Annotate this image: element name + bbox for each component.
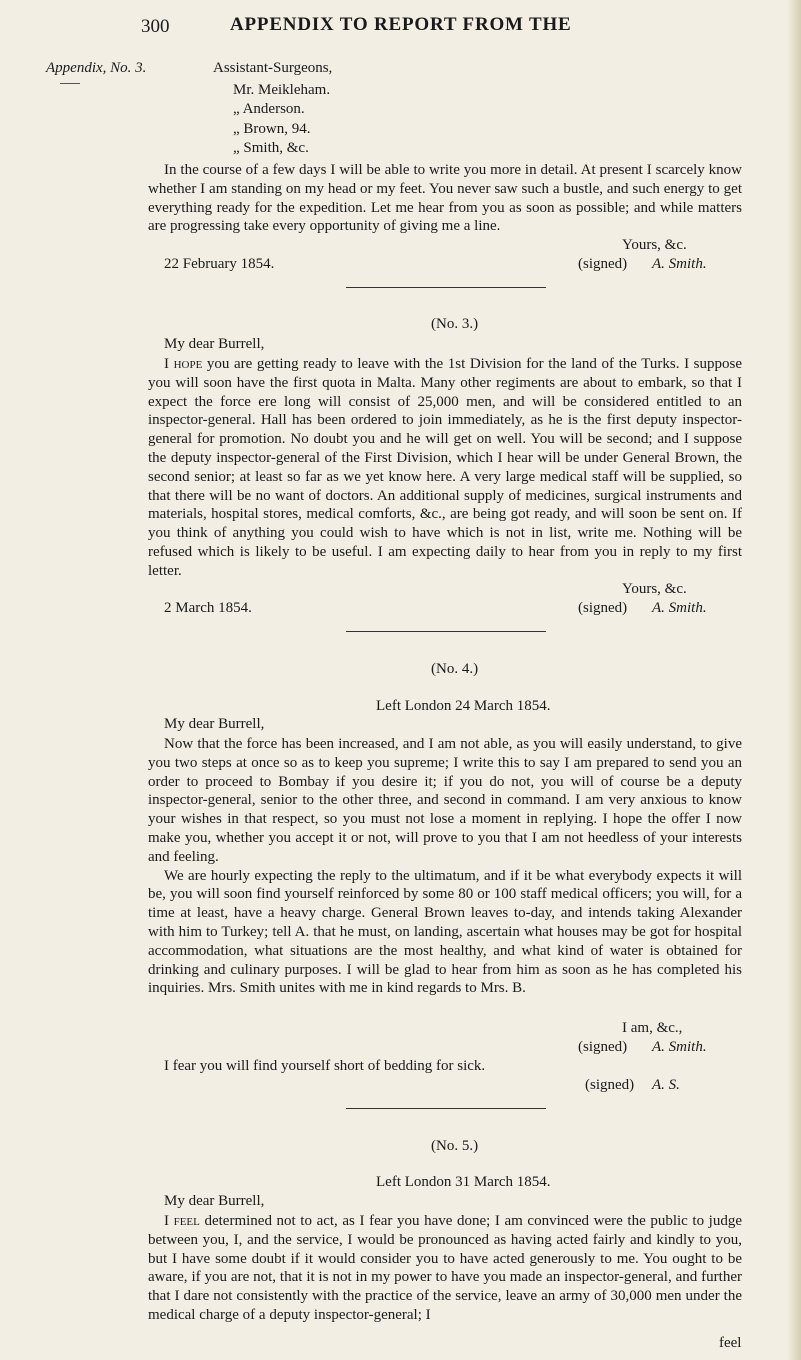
running-head: APPENDIX TO REPORT FROM THE <box>230 14 572 35</box>
letter3-signature: A. Smith. <box>652 600 707 616</box>
letter4-postscript: I fear you will find yourself short of bedding for sick. <box>164 1058 486 1074</box>
staff-line: „ Anderson. <box>233 101 305 117</box>
letter3-opening: I hope <box>164 356 203 372</box>
section-rule <box>346 631 546 632</box>
letter2-paragraph: In the course of a few days I will be able to write you more in detail. At present I scarcely know whether I am standing on my head or my feet. You never saw such a bustle, and such energy to get everything ready for the expedition. Let me hear from you as soon as possible; and while matters are progressing take every opportunity of giving me a line. <box>148 162 742 235</box>
section-rule <box>346 287 546 288</box>
letter4-body <box>148 735 742 998</box>
letter4-signed: (signed) <box>578 1039 628 1055</box>
letter4-signature: A. Smith. <box>652 1039 707 1055</box>
letter3-salutation: My dear Burrell, <box>164 336 265 352</box>
letter4-dateline: Left London 24 March 1854. <box>376 698 551 714</box>
letter3-paragraph: you are getting ready to leave with the 1st Division for the land of the Turks. I suppose you will soon have the first quota in Malta. Many other regiments are about to embark, so that I expect the force ere long will consist of 25,000 men, and will be considered entitled to an inspector-general. Hall has been ordered to join immediately, as he is the first deputy inspector-general for promotion. No doubt you and he will get on well. You will be second; and I suppose the deputy inspector-general of the First Division, which I hear will be under General Brown, the second senior; at least so far as we yet know here. A very large medical staff will be supplied, so that there will be no want of doctors. An additional supply of medicines, surgical instruments and materials, hospital stores, medical comforts, &c., are being got ready, and will soon be sent on. If you think of anything you could wish to have which is not in list, write me. Nothing will be refused which is likely to be useful. I am expecting daily to hear from you in reply to my first letter. <box>148 356 742 579</box>
letter5-dateline: Left London 31 March 1854. <box>376 1174 551 1190</box>
letter5-salutation: My dear Burrell, <box>164 1193 265 1209</box>
letter3-body <box>148 355 742 581</box>
letter4-ps-signature: A. S. <box>652 1077 680 1093</box>
letter4-paragraph-1: Now that the force has been increased, and I am not able, as you will easily understand, to give you two steps at once so as to keep you supreme; I write this to say I am prepared to send you an order to proceed to Bombay if you desire it; if you do not, you will of course be a deputy inspector-general, senior to the other three, and second in command. I am very anxious to know your wishes in that respect, so you must not lose a moment in replying. I hope the offer I now make you, whether you accept it or not, will prove to you that I am not heedless of your interests and feeling. <box>148 736 742 865</box>
letter2-date: 22 February 1854. <box>164 256 275 272</box>
catchword: feel <box>719 1335 742 1351</box>
letter3-date: 2 March 1854. <box>164 600 252 616</box>
staff-line: Assistant-Surgeons, <box>213 60 333 76</box>
letter5-opening: I feel <box>164 1213 200 1229</box>
letter4-ps-signed: (signed) <box>585 1077 635 1093</box>
letter2-body <box>148 161 742 236</box>
letter4-closing: I am, &c., <box>622 1020 683 1036</box>
page-edge-stain <box>787 0 801 1360</box>
letter5-body <box>148 1212 742 1325</box>
staff-line: „ Brown, 94. <box>233 121 311 137</box>
appendix-label: Appendix, No. 3. <box>46 60 147 76</box>
section-rule <box>346 1108 546 1109</box>
letter3-number: (No. 3.) <box>431 316 479 332</box>
staff-line: Mr. Meikleham. <box>233 82 331 98</box>
letter2-closing: Yours, &c. <box>622 237 687 253</box>
page-number: 300 <box>141 16 170 37</box>
letter5-number: (No. 5.) <box>431 1138 479 1154</box>
letter2-signed: (signed) <box>578 256 628 272</box>
letter2-signature: A. Smith. <box>652 256 707 272</box>
letter4-salutation: My dear Burrell, <box>164 716 265 732</box>
letter3-closing: Yours, &c. <box>622 581 687 597</box>
letter4-number: (No. 4.) <box>431 661 479 677</box>
letter3-signed: (signed) <box>578 600 628 616</box>
appendix-underline <box>60 83 80 84</box>
letter4-paragraph-2: We are hourly expecting the reply to the ultimatum, and if it be what everybody expects it will be, you will soon find yourself reinforced by some 80 or 100 staff medical officers; you will, for a time at least, have a heavy charge. General Brown leaves to-day, and intends taking Alexander with him to Turkey; tell A. that he must, on landing, ascertain what houses may be got for hospital accommodation, what situations are the most healthy, and what kind of water is obtained for drinking and culinary purposes. I will be glad to hear from him as soon as he has completed his inquiries. Mrs. Smith unites with me in kind regards to Mrs. B. <box>148 867 742 997</box>
letter5-paragraph: determined not to act, as I fear you have done; I am convinced were the public to judge between you, I, and the service, I would be pronounced as having acted fairly and kindly to you, but I have some doubt if it would consider you to have acted generously to me. You ought to be aware, if you are not, that it is not in my power to have you made an inspector-general, and further that I dare not consistently with the practice of the service, leave an army of 30,000 men under the medical charge of a deputy inspector-general; I <box>148 1213 742 1323</box>
staff-line: „ Smith, &c. <box>233 140 309 156</box>
